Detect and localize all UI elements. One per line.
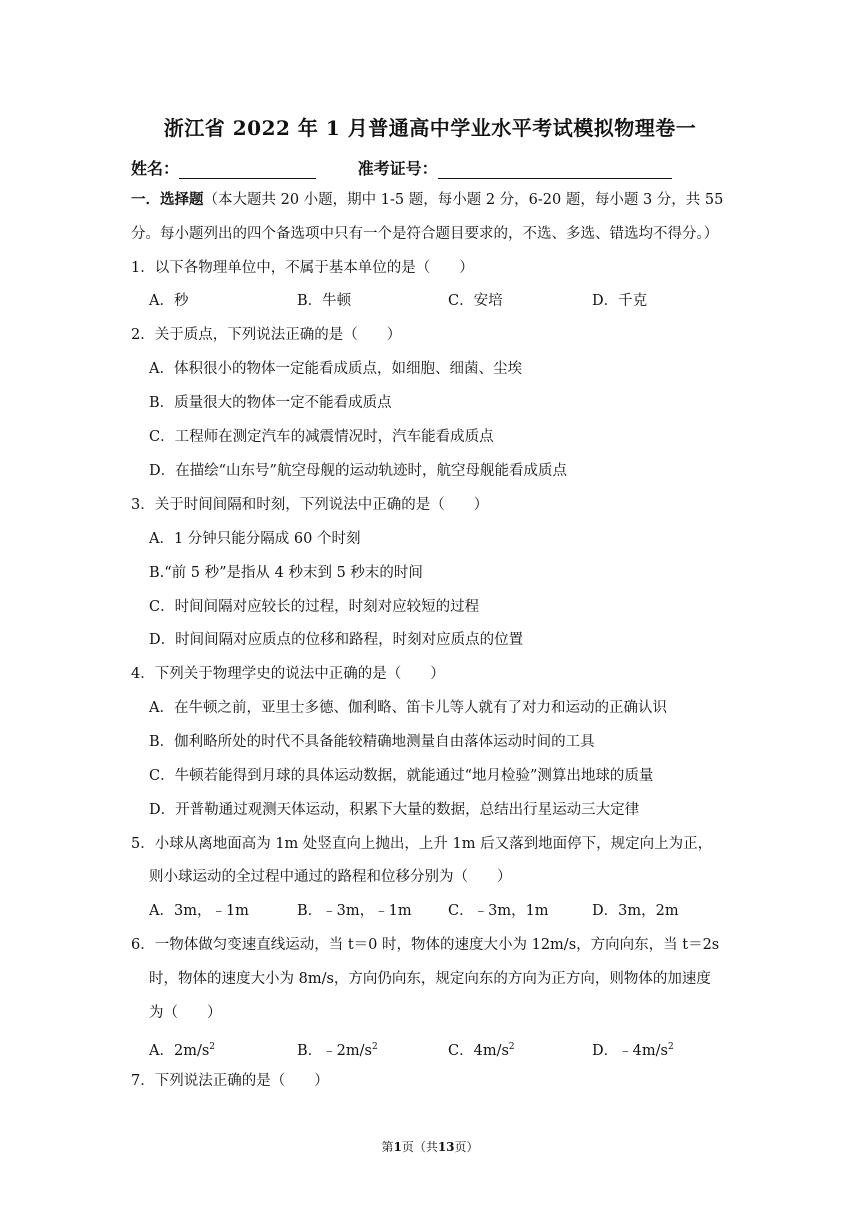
name-blank xyxy=(179,160,316,179)
question-2-option-a: A．体积很小的物体一定能看成质点，如细胞、细菌、尘埃 xyxy=(149,361,522,377)
section-intro xyxy=(131,190,723,210)
question-3-option-c: C．时间间隔对应较长的过程，时刻对应较短的过程 xyxy=(149,599,480,615)
question-5-option-d: D．3m，2m xyxy=(592,903,679,919)
question-4-option-d: D．开普勒通过观测天体运动，积累下大量的数据，总结出行星运动三大定律 xyxy=(149,802,640,818)
superscript: 2 xyxy=(508,1042,515,1052)
question-1-option-c: C．安培 xyxy=(448,293,503,309)
question-4-option-c: C．牛顿若能得到月球的具体运动数据，就能通过“地月检验”测算出地球的质量 xyxy=(149,768,654,784)
question-6-option-d: D．$﹣4m/s^2$ xyxy=(592,1042,674,1059)
question-7-stem: 7．下列说法正确的是（ ） xyxy=(131,1073,329,1089)
question-4-option-a: A．在牛顿之前，亚里士多德、伽利略、笛卡儿等人就有了对力和运动的正确认识 xyxy=(149,700,667,716)
question-1-option-d: D．千克 xyxy=(592,293,648,309)
page-title: 浙江省 2022 年 1 月普通高中学业水平考试模拟物理卷一 xyxy=(163,116,697,140)
info-line xyxy=(131,156,672,179)
question-3-option-b: B.“前 5 秒”是指从 4 秒末到 5 秒末的时间 xyxy=(149,565,423,581)
section-desc-2: 分。每小题列出的四个备选项中只有一个是符合题目要求的，不选、多选、错选均不得分。） xyxy=(131,226,719,242)
id-label: 准考证号： xyxy=(357,159,438,178)
question-4-stem: 4．下列关于物理学史的说法中正确的是（ ） xyxy=(131,666,445,682)
page-total: 13 xyxy=(437,1140,455,1154)
question-6-option-a: A．$2m/s^2$ xyxy=(149,1042,216,1059)
question-5-option-b: B．﹣3m，﹣1m xyxy=(297,903,412,919)
section-head: 一．选择题 xyxy=(131,191,204,208)
question-1-stem: 1．以下各物理单位中，不属于基本单位的是（ ） xyxy=(131,260,474,276)
question-1-option-b: B．牛顿 xyxy=(297,293,352,309)
superscript: 2 xyxy=(209,1042,216,1052)
question-5-option-a: A．3m，﹣1m xyxy=(149,903,249,919)
question-6-option-c: C．$4m/s^2$ xyxy=(448,1042,515,1059)
question-6-stem-line-2: 时，物体的速度大小为 8m/s，方向仍向东，规定向东的方向为正方向，则物体的加速度 xyxy=(149,971,711,987)
question-6-option-b: B．$﹣2m/s^2$ xyxy=(297,1042,378,1059)
question-2-option-b: B．质量很大的物体一定不能看成质点 xyxy=(149,395,392,411)
question-3-option-a: A．1 分钟只能分隔成 60 个时刻 xyxy=(149,531,361,547)
question-6-stem-line-3: 为（ ） xyxy=(149,1005,222,1021)
question-3-option-d: D．时间间隔对应质点的位移和路程，时刻对应质点的位置 xyxy=(149,632,524,648)
question-2-option-c: C．工程师在测定汽车的减震情况时，汽车能看成质点 xyxy=(149,429,494,445)
superscript: 2 xyxy=(371,1042,378,1052)
question-3-stem: 3．关于时间间隔和时刻，下列说法中正确的是（ ） xyxy=(131,497,489,513)
question-4-option-b: B．伽利略所处的时代不具备能较精确地测量自由落体运动时间的工具 xyxy=(149,734,595,750)
question-5-stem-line-2: 则小球运动的全过程中通过的路程和位移分别为（ ） xyxy=(149,869,512,885)
question-1-option-a: A．秒 xyxy=(149,293,189,309)
superscript: 2 xyxy=(667,1042,674,1052)
page-number: 1 xyxy=(393,1140,402,1154)
id-blank xyxy=(438,160,672,179)
page-footer: 第1页（共13页） xyxy=(381,1140,479,1154)
section-desc-1: （本大题共 20 小题，期中 1-5 题，每小题 2 分，6-20 题，每小题 3 分，共 55 xyxy=(203,192,724,208)
question-6-stem-line-1: 6．一物体做匀变速直线运动，当 t＝0 时，物体的速度大小为 12m/s，方向向东，当 t＝2s xyxy=(131,937,720,953)
question-2-stem: 2．关于质点，下列说法正确的是（ ） xyxy=(131,327,402,343)
question-2-option-d: D．在描绘“山东号”航空母舰的运动轨迹时，航空母舰能看成质点 xyxy=(149,463,567,479)
name-label: 姓名： xyxy=(131,159,180,178)
question-5-stem-line-1: 5．小球从离地面高为 1m 处竖直向上抛出，上升 1m 后又落到地面停下，规定向上为正， xyxy=(131,836,713,852)
question-5-option-c: C．﹣3m，1m xyxy=(448,903,549,919)
